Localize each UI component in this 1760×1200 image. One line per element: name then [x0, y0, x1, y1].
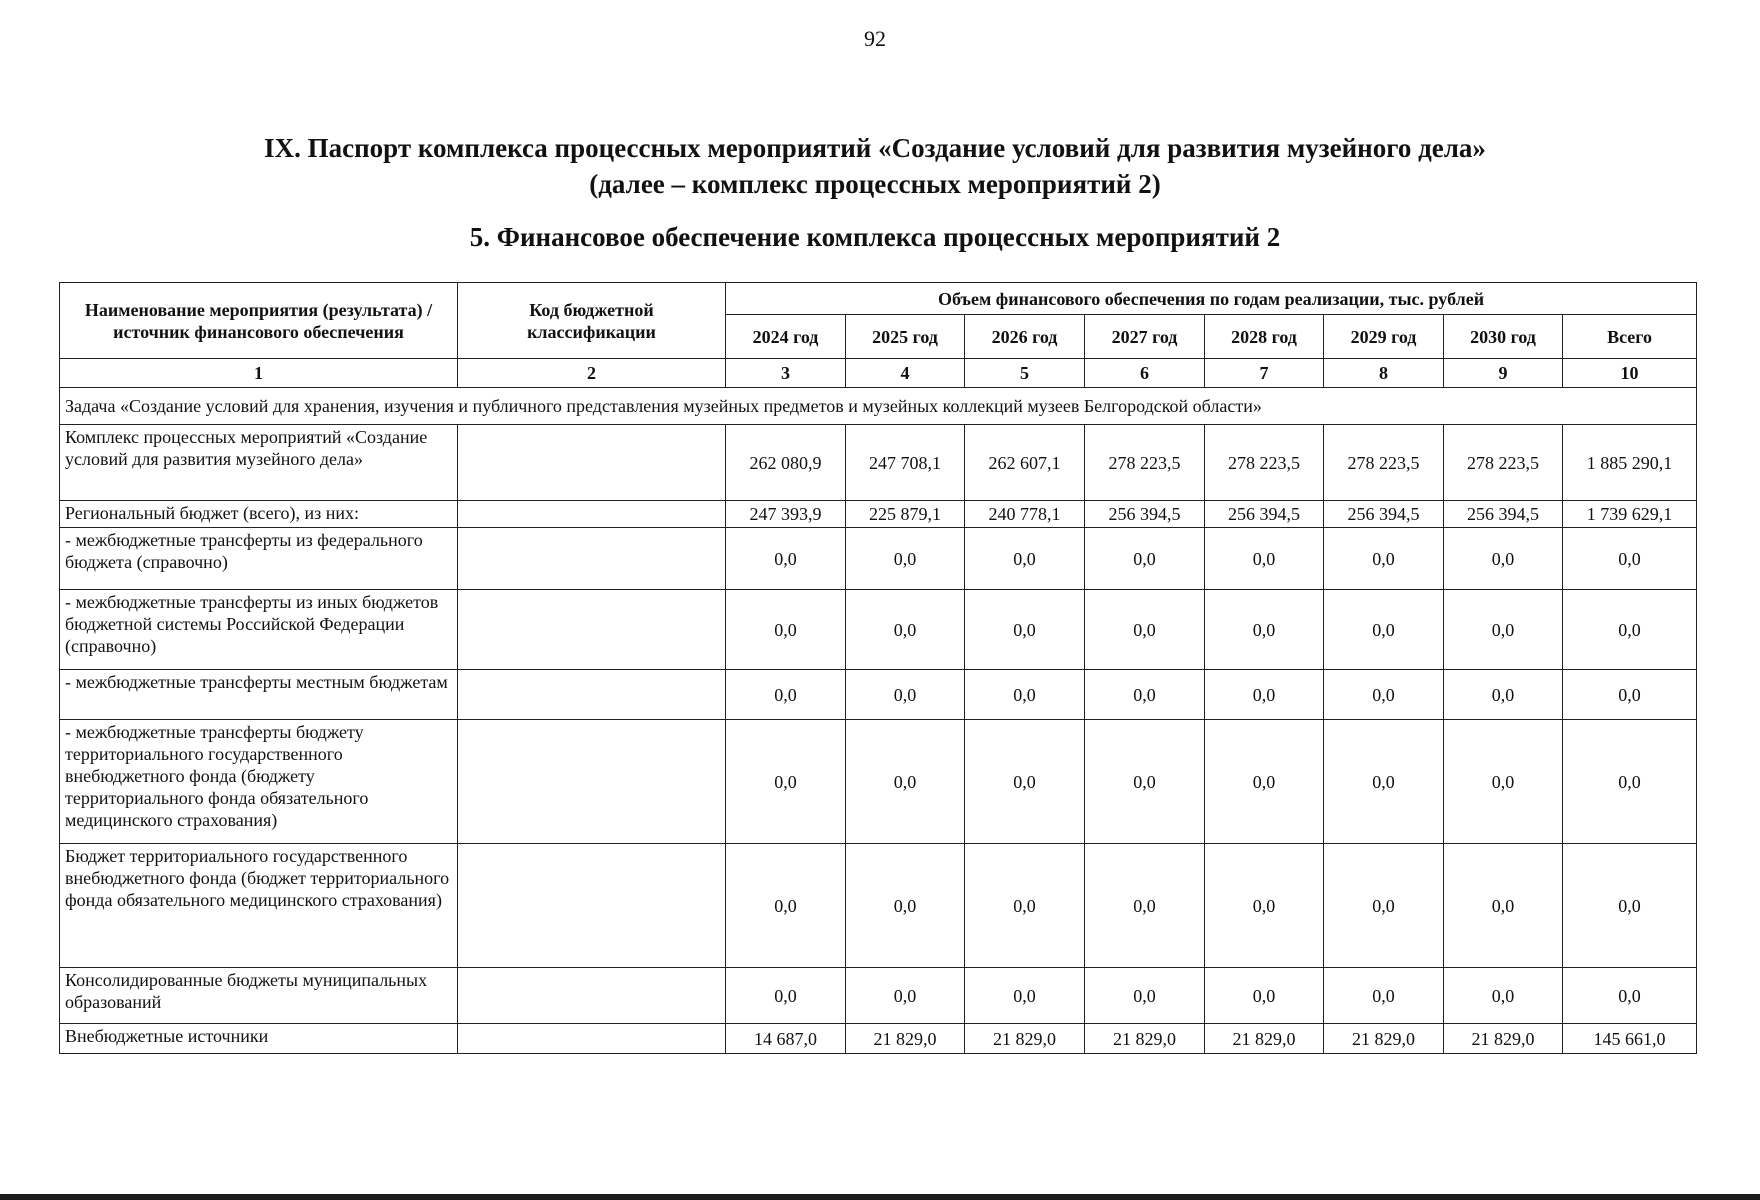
row-value: 21 829,0 [1085, 1024, 1205, 1054]
table-row [60, 720, 1697, 844]
document-title [0, 130, 1750, 202]
row-value: 0,0 [965, 528, 1085, 590]
row-value: 0,0 [1444, 968, 1563, 1024]
row-value: 0,0 [846, 720, 965, 844]
row-value: 0,0 [1085, 528, 1205, 590]
row-total: 0,0 [1563, 968, 1697, 1024]
column-index: 5 [965, 359, 1085, 388]
row-value: 256 394,5 [1205, 501, 1324, 528]
row-value: 0,0 [1205, 844, 1324, 968]
row-value: 0,0 [726, 844, 846, 968]
row-code [458, 968, 726, 1024]
row-name: Консолидированные бюджеты муниципальных образований [60, 968, 458, 1024]
row-value: 0,0 [1085, 590, 1205, 670]
row-value: 0,0 [1085, 844, 1205, 968]
row-value: 256 394,5 [1444, 501, 1563, 528]
header-total: Всего [1563, 315, 1697, 359]
table-row [60, 670, 1697, 720]
row-value: 247 393,9 [726, 501, 846, 528]
table-row [60, 1024, 1697, 1054]
table-row [60, 528, 1697, 590]
row-code [458, 720, 726, 844]
row-value: 0,0 [1444, 844, 1563, 968]
row-value: 278 223,5 [1205, 425, 1324, 501]
header-year: 2030 год [1444, 315, 1563, 359]
row-value: 247 708,1 [846, 425, 965, 501]
column-index: 8 [1324, 359, 1444, 388]
row-value: 0,0 [1205, 528, 1324, 590]
row-code [458, 1024, 726, 1054]
row-code [458, 501, 726, 528]
title-line-2: (далее – комплекс процессных мероприятий 2) [589, 169, 1161, 199]
row-name: - межбюджетные трансферты из федерального бюджета (справочно) [60, 528, 458, 590]
row-total: 0,0 [1563, 720, 1697, 844]
row-value: 0,0 [965, 590, 1085, 670]
row-value: 0,0 [726, 720, 846, 844]
row-value: 240 778,1 [965, 501, 1085, 528]
row-value: 0,0 [1205, 720, 1324, 844]
row-total: 0,0 [1563, 670, 1697, 720]
row-value: 0,0 [1085, 968, 1205, 1024]
column-index: 6 [1085, 359, 1205, 388]
table-row [60, 968, 1697, 1024]
row-value: 0,0 [726, 670, 846, 720]
row-value: 225 879,1 [846, 501, 965, 528]
row-value: 0,0 [1324, 670, 1444, 720]
row-value: 0,0 [1205, 590, 1324, 670]
header-year: 2026 год [965, 315, 1085, 359]
row-value: 262 080,9 [726, 425, 846, 501]
row-value: 0,0 [1324, 590, 1444, 670]
row-name: Региональный бюджет (всего), из них: [60, 501, 458, 528]
header-name: Наименование мероприятия (результата) / источник финансового обеспечения [60, 283, 458, 359]
row-total: 0,0 [1563, 844, 1697, 968]
row-value: 0,0 [846, 590, 965, 670]
row-value: 0,0 [965, 968, 1085, 1024]
row-name: Комплекс процессных мероприятий «Создание условий для развития музейного дела» [60, 425, 458, 501]
row-name: - межбюджетные трансферты местным бюджетам [60, 670, 458, 720]
row-value: 21 829,0 [965, 1024, 1085, 1054]
row-total: 145 661,0 [1563, 1024, 1697, 1054]
row-code [458, 670, 726, 720]
row-value: 21 829,0 [1205, 1024, 1324, 1054]
header-year: 2028 год [1205, 315, 1324, 359]
row-value: 278 223,5 [1085, 425, 1205, 501]
row-name: Бюджет территориального государственного внебюджетного фонда (бюджет территориального фонда обязательного медицинского страхования) [60, 844, 458, 968]
row-code [458, 844, 726, 968]
row-value: 14 687,0 [726, 1024, 846, 1054]
column-index: 9 [1444, 359, 1563, 388]
column-index: 1 [60, 359, 458, 388]
header-volume: Объем финансового обеспечения по годам реализации, тыс. рублей [726, 283, 1697, 315]
row-value: 0,0 [1324, 968, 1444, 1024]
row-value: 21 829,0 [1324, 1024, 1444, 1054]
row-value: 0,0 [846, 670, 965, 720]
row-value: 256 394,5 [1085, 501, 1205, 528]
row-value: 0,0 [1444, 590, 1563, 670]
row-value: 0,0 [846, 968, 965, 1024]
table-row [60, 590, 1697, 670]
row-code [458, 590, 726, 670]
financing-table [59, 282, 1697, 1054]
row-value: 21 829,0 [846, 1024, 965, 1054]
row-value: 0,0 [1205, 968, 1324, 1024]
bottom-rule [0, 1194, 1760, 1200]
row-value: 262 607,1 [965, 425, 1085, 501]
row-value: 0,0 [1444, 720, 1563, 844]
row-value: 21 829,0 [1444, 1024, 1563, 1054]
row-value: 0,0 [726, 590, 846, 670]
row-name: - межбюджетные трансферты бюджету территориального государственного внебюджетного фонда (бюджету территориального фонда обязательного медицинского страхования) [60, 720, 458, 844]
index-row [60, 359, 1697, 388]
row-value: 0,0 [965, 670, 1085, 720]
row-value: 256 394,5 [1324, 501, 1444, 528]
row-value: 0,0 [1205, 670, 1324, 720]
row-value: 0,0 [965, 720, 1085, 844]
row-total: 1 885 290,1 [1563, 425, 1697, 501]
row-total: 0,0 [1563, 528, 1697, 590]
row-value: 0,0 [846, 844, 965, 968]
row-name: - межбюджетные трансферты из иных бюджетов бюджетной системы Российской Федерации (справочно) [60, 590, 458, 670]
header-year: 2025 год [846, 315, 965, 359]
row-total: 0,0 [1563, 590, 1697, 670]
row-value: 0,0 [726, 968, 846, 1024]
row-value: 0,0 [1085, 670, 1205, 720]
row-value: 0,0 [1324, 528, 1444, 590]
task-cell: Задача «Создание условий для хранения, изучения и публичного представления музейных предметов и музейных коллекций музеев Белгородской области» [60, 388, 1697, 425]
row-value: 0,0 [965, 844, 1085, 968]
row-code [458, 425, 726, 501]
table-row [60, 501, 1697, 528]
column-index: 2 [458, 359, 726, 388]
row-value: 0,0 [1444, 528, 1563, 590]
section-subtitle: 5. Финансовое обеспечение комплекса процессных мероприятий 2 [469, 222, 1281, 252]
row-value: 0,0 [1444, 670, 1563, 720]
header-year: 2027 год [1085, 315, 1205, 359]
row-value: 278 223,5 [1324, 425, 1444, 501]
header-code: Код бюджетной классификации [458, 283, 726, 359]
row-name: Внебюджетные источники [60, 1024, 458, 1054]
column-index: 4 [846, 359, 965, 388]
row-value: 0,0 [1324, 844, 1444, 968]
row-total: 1 739 629,1 [1563, 501, 1697, 528]
task-row [60, 388, 1697, 425]
header-year: 2029 год [1324, 315, 1444, 359]
row-value: 0,0 [846, 528, 965, 590]
row-value: 0,0 [1324, 720, 1444, 844]
page-number: 92 [864, 26, 886, 51]
title-line-1: IX. Паспорт комплекса процессных мероприятий «Создание условий для развития музейного дела» [264, 133, 1486, 163]
column-index: 10 [1563, 359, 1697, 388]
row-value: 0,0 [1085, 720, 1205, 844]
table-row [60, 425, 1697, 501]
row-value: 0,0 [726, 528, 846, 590]
row-value: 278 223,5 [1444, 425, 1563, 501]
table-row [60, 844, 1697, 968]
header-year: 2024 год [726, 315, 846, 359]
column-index: 7 [1205, 359, 1324, 388]
row-code [458, 528, 726, 590]
column-index: 3 [726, 359, 846, 388]
